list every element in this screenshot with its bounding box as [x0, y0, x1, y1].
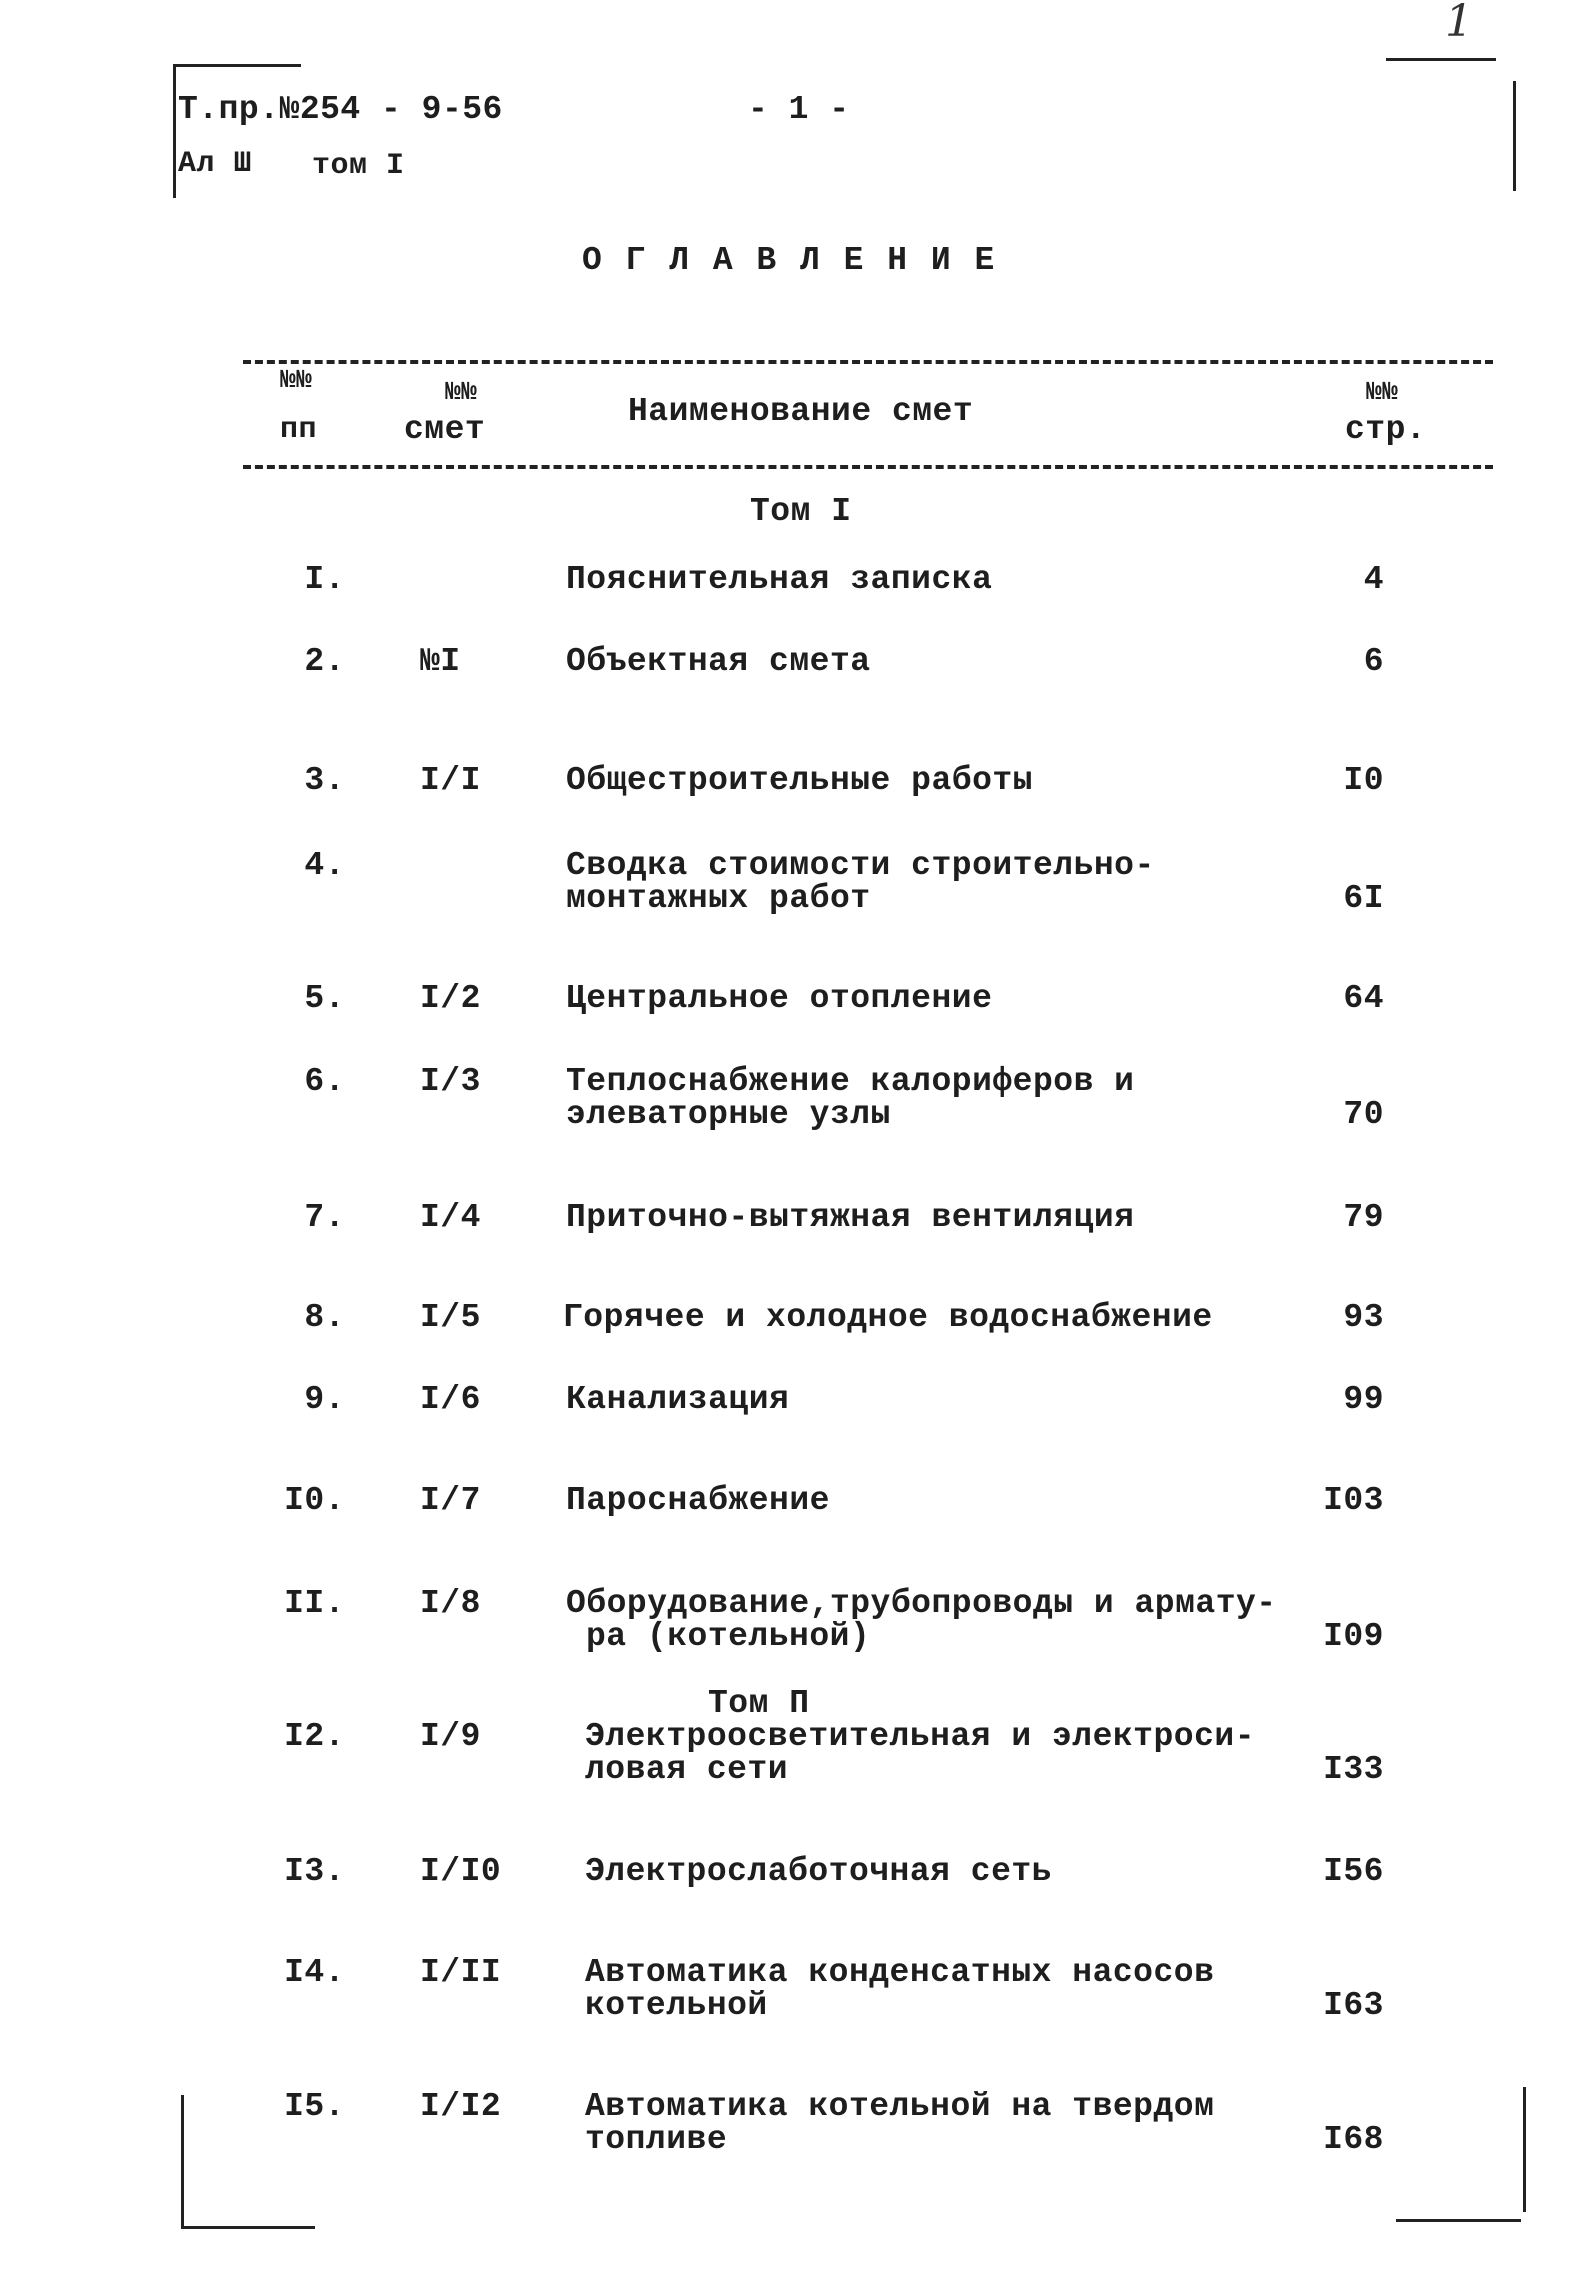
- corner-mark-bottom-left-h: [181, 2226, 315, 2229]
- row-number: I2.: [284, 1718, 345, 1755]
- volume1-heading: Том I: [750, 493, 852, 530]
- corner-mark-top-right-h: [1386, 58, 1496, 61]
- row-name: Пароснабжение: [566, 1482, 830, 1519]
- page-title: О Г Л А В Л Е Н И Е: [582, 242, 997, 279]
- row-name: ловая сети: [585, 1751, 789, 1788]
- row-smeta-number: I/I0: [420, 1853, 502, 1890]
- document-code: Т.пр.№254 - 9-56: [178, 91, 503, 128]
- col-num-header-bottom: пп: [280, 413, 318, 447]
- row-page: 93: [1343, 1299, 1384, 1336]
- row-name: Автоматика конденсатных насосов: [585, 1954, 1215, 1991]
- row-smeta-number: I/9: [420, 1718, 481, 1755]
- row-name: Общестроительные работы: [566, 762, 1033, 799]
- row-name: Оборудование,трубопроводы и армату-: [566, 1585, 1277, 1622]
- row-page: I56: [1323, 1853, 1384, 1890]
- row-smeta-number: I/II: [420, 1954, 502, 1991]
- row-number: I4.: [284, 1954, 345, 1991]
- row-page: I09: [1323, 1618, 1384, 1655]
- table-top-rule: [243, 360, 1493, 364]
- row-page: I63: [1323, 1987, 1384, 2024]
- row-page: 6I: [1343, 880, 1384, 917]
- row-number: I0.: [284, 1482, 345, 1519]
- row-page: 70: [1343, 1096, 1384, 1133]
- handwritten-sheet-number: 1: [1445, 0, 1473, 47]
- volume-label: том I: [312, 149, 405, 183]
- col-page-header-top: №№: [1366, 377, 1399, 407]
- row-page: 6: [1363, 643, 1384, 680]
- row-smeta-number: I/7: [420, 1482, 481, 1519]
- row-name: элеваторные узлы: [566, 1096, 891, 1133]
- row-page: I68: [1323, 2121, 1384, 2158]
- row-page: 64: [1343, 980, 1384, 1017]
- row-number: 5.: [304, 980, 345, 1017]
- row-smeta-number: №I: [420, 643, 461, 680]
- row-name: котельной: [585, 1987, 768, 2024]
- row-name: Объектная смета: [566, 643, 871, 680]
- row-name: Горячее и холодное водоснабжение: [563, 1299, 1213, 1336]
- row-name: Центральное отопление: [566, 980, 993, 1017]
- row-number: 7.: [304, 1199, 345, 1236]
- col-name-header: Наименование смет: [628, 393, 974, 430]
- corner-mark-bottom-right-v: [1523, 2087, 1526, 2212]
- row-smeta-number: I/8: [420, 1585, 481, 1622]
- col-page-header-bottom: стр.: [1345, 411, 1427, 448]
- row-name: Теплоснабжение калориферов и: [566, 1063, 1135, 1100]
- col-num-header-top: №№: [280, 365, 313, 395]
- corner-mark-top-left-v: [173, 64, 176, 198]
- row-smeta-number: I/2: [420, 980, 481, 1017]
- table-header-rule: [243, 465, 1493, 469]
- row-number: 4.: [304, 847, 345, 884]
- corner-mark-top-left-h: [173, 64, 301, 67]
- row-name: Пояснительная записка: [566, 561, 993, 598]
- row-name: топливе: [585, 2121, 728, 2158]
- row-number: II.: [284, 1585, 345, 1622]
- row-page: I33: [1323, 1751, 1384, 1788]
- page-number: - 1 -: [748, 91, 850, 128]
- row-number: 6.: [304, 1063, 345, 1100]
- row-page: 4: [1363, 561, 1384, 598]
- row-page: 99: [1343, 1381, 1384, 1418]
- row-page: 79: [1343, 1199, 1384, 1236]
- corner-mark-bottom-right-h: [1396, 2219, 1521, 2222]
- volume2-heading: Том П: [708, 1685, 810, 1722]
- row-page: I03: [1323, 1482, 1384, 1519]
- row-smeta-number: I/6: [420, 1381, 481, 1418]
- row-smeta-number: I/5: [420, 1299, 481, 1336]
- row-number: 2.: [304, 643, 345, 680]
- album-label: Ал Ш: [178, 147, 253, 181]
- row-name: Автоматика котельной на твердом: [585, 2088, 1215, 2125]
- row-smeta-number: I/I2: [420, 2088, 502, 2125]
- row-name: Сводка стоимости строительно-: [566, 847, 1155, 884]
- row-number: 9.: [304, 1381, 345, 1418]
- row-number: 8.: [304, 1299, 345, 1336]
- row-number: I.: [304, 561, 345, 598]
- col-smeta-header-bottom: смет: [404, 411, 486, 448]
- row-name: Электрослаботочная сеть: [585, 1853, 1052, 1890]
- row-name: ра (котельной): [586, 1618, 871, 1655]
- row-number: I5.: [284, 2088, 345, 2125]
- row-number: I3.: [284, 1853, 345, 1890]
- row-name: Канализация: [566, 1381, 790, 1418]
- row-smeta-number: I/3: [420, 1063, 481, 1100]
- row-page: I0: [1343, 762, 1384, 799]
- corner-mark-top-right-v: [1513, 81, 1516, 191]
- row-number: 3.: [304, 762, 345, 799]
- row-name: Электроосветительная и электроси-: [585, 1718, 1256, 1755]
- row-smeta-number: I/4: [420, 1199, 481, 1236]
- row-name: монтажных работ: [566, 880, 871, 917]
- row-name: Приточно-вытяжная вентиляция: [566, 1199, 1135, 1236]
- corner-mark-bottom-left-v: [181, 2095, 184, 2227]
- col-smeta-header-top: №№: [445, 377, 478, 407]
- row-smeta-number: I/I: [420, 762, 481, 799]
